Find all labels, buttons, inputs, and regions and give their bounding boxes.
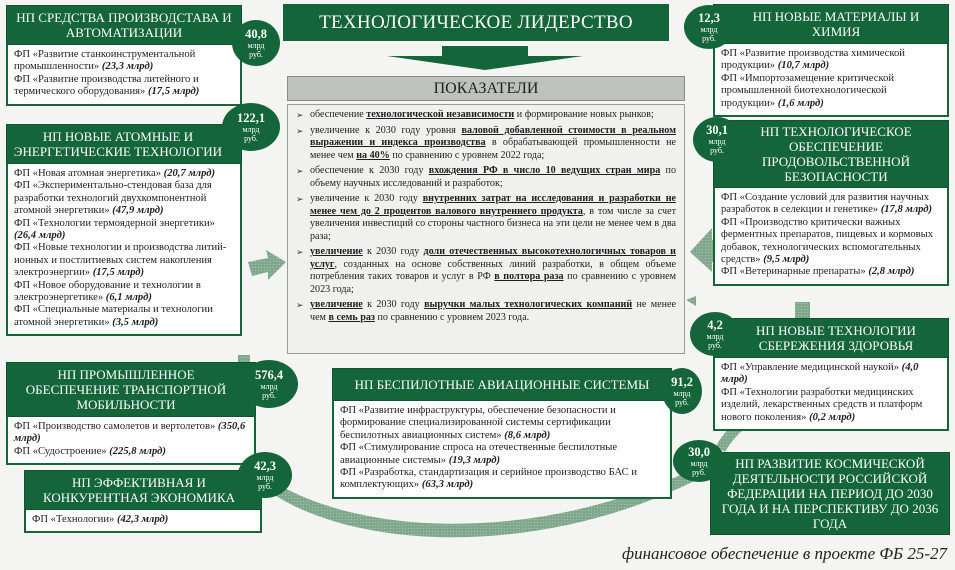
program-name: ФП «Новые технологии и производства литий-ионных и постлитиевых систем накопления электроэнергии» [14, 242, 227, 279]
program-list [6, 45, 242, 106]
program-name: ФП «Управление медицинской наукой» [721, 362, 900, 373]
program-name: ФП «Новое оборудование и технологии в электроэнергетике» [14, 279, 201, 304]
indicator-emphasis: внутренних затрат на исследования и разработки не менее чем до 2 процентов валового внутреннего продукта [310, 193, 676, 217]
project-economy [24, 470, 262, 533]
program-name: ФП «Технологии» [32, 514, 115, 525]
program-name: ФП «Развитие станкоинструментальной промышленности» [14, 49, 196, 73]
indicator-emphasis: вхождения РФ в число 10 ведущих стран мира [428, 165, 661, 176]
program-amount: (6,1 млрд) [105, 292, 152, 304]
indicator-emphasis: увеличение [310, 246, 363, 257]
program-item [340, 442, 664, 467]
indicator-item [296, 246, 676, 296]
program-amount: (63,3 млрд) [421, 479, 474, 491]
program-name: ФП «Создание условий для развития научных разработок в селекции и генетике» [721, 192, 930, 216]
program-item [14, 180, 234, 217]
program-name: ФП «Судостроение» [14, 445, 107, 457]
program-amount: (225,8 млрд) [109, 445, 166, 457]
page-title: ТЕХНОЛОГИЧЕСКОЕ ЛИДЕРСТВО [283, 4, 669, 41]
budget-badge: 30,1 млрд руб. [693, 117, 741, 162]
indicator-text: по сравнению с уровнем 2022 года; [389, 149, 545, 161]
program-item [14, 280, 234, 305]
indicator-text: по объему научных исследований и разработок; [310, 165, 676, 189]
budget-badge: 122,1 млрд руб. [222, 103, 280, 151]
project-transport [6, 362, 256, 465]
project-title: НП РАЗВИТИЕ КОСМИЧЕСКОЙ ДЕЯТЕЛЬНОСТИ РОССИЙСКОЙ ФЕДЕРАЦИИ НА ПЕРИОД ДО 2030 ГОДА И НА ПЕРСПЕКТИВУ ДО 2036 ГОДА [710, 452, 950, 535]
program-name: ФП «Производство самолетов и вертолетов» [14, 421, 216, 432]
project-sredstva [6, 5, 242, 106]
project-bas [332, 368, 672, 499]
indicator-emphasis: увеличение [310, 299, 363, 310]
program-amount: (3,5 млрд) [112, 316, 159, 328]
program-item [14, 421, 248, 446]
program-amount: (17,5 млрд) [147, 86, 200, 98]
program-item [14, 218, 234, 243]
program-list [713, 358, 949, 431]
budget-badge: 4,2 млрд руб. [690, 312, 740, 356]
indicator-item [296, 165, 676, 190]
program-amount: (10,7 млрд) [777, 60, 830, 72]
project-space [710, 452, 950, 535]
program-amount: (0,2 млрд) [809, 411, 856, 423]
project-health [713, 318, 949, 431]
funding-caption: финансовое обеспечение в проекте ФБ 25-27 [622, 544, 947, 563]
program-name: ФП «Новая атомная энергетика» [14, 168, 162, 179]
program-item [721, 362, 941, 387]
program-name: ФП «Развитие производства химической продукции» [721, 48, 905, 72]
indicator-emphasis: выручки малых технологических компаний [424, 299, 633, 310]
indicator-text: обеспечение [310, 109, 367, 120]
program-name: ФП «Технологии разработки медицинских изделий, лекарственных средств и платформ нового поколения» [721, 386, 923, 423]
indicator-text: в обрабатывающей промышленности не менее чем [310, 137, 677, 161]
indicator-item [296, 193, 676, 243]
indicators-list [296, 109, 676, 324]
program-item [14, 446, 248, 458]
project-atom [6, 124, 242, 336]
indicator-text: не менее чем [310, 299, 676, 323]
indicator-text: по сравнению с уровнем 2023 года; [310, 271, 677, 295]
program-amount: (23,3 млрд) [101, 61, 154, 73]
project-title: НП ТЕХНОЛОГИЧЕСКОЕ ОБЕСПЕЧЕНИЕ ПРОДОВОЛЬСТВЕННОЙ БЕЗОПАСНОСТИ [713, 120, 949, 188]
budget-badge: 91,2 млрд руб. [662, 368, 702, 414]
indicator-emphasis: валовой добавленной стоимости в реальном выражении и индекса производства [310, 124, 676, 148]
budget-badge: 30,0 млрд руб. [673, 440, 725, 482]
project-title: НП ПРОМЫШЛЕННОЕ ОБЕСПЕЧЕНИЕ ТРАНСПОРТНОЙ МОБИЛЬНОСТИ [6, 362, 256, 417]
program-name: ФП «Экспериментально-стендовая база для разработки технологий двухкомпонентной атомной энергетики» [14, 180, 212, 217]
program-item [32, 514, 254, 526]
program-name: ФП «Развитие инфраструктуры, обеспечение безопасности и формирование специализированной системы сертификации беспилотных авиационных систем» [340, 405, 616, 441]
program-item [14, 49, 226, 74]
program-amount: (8,6 млрд) [504, 429, 551, 441]
program-list [24, 510, 262, 533]
program-amount: (19,3 млрд) [448, 454, 501, 466]
indicator-item [296, 299, 676, 324]
program-item [14, 74, 226, 99]
program-name: ФП «Производство критически важных ферментных препаратов, пищевых и кормовых добавок, технологических вспомогательных средств» [721, 216, 934, 266]
program-name: ФП «Разработка, стандартизация и серийное производство БАС и комплектующих» [340, 467, 638, 491]
program-amount: (20,7 млрд) [163, 168, 216, 179]
program-list [332, 401, 672, 499]
project-title: НП НОВЫЕ МАТЕРИАЛЫ И ХИМИЯ [713, 4, 949, 44]
budget-badge: 40,8 млрд руб. [232, 20, 280, 66]
indicator-item [296, 125, 676, 163]
indicators-panel [287, 104, 685, 354]
program-item [340, 467, 664, 492]
indicator-text: к 2030 году [362, 246, 424, 257]
down-arrow-icon [387, 46, 583, 70]
indicators-header: ПОКАЗАТЕЛИ [287, 76, 685, 101]
program-amount: (17,5 млрд) [92, 267, 145, 279]
program-name: ФП «Стимулирование спроса на отечественные беспилотные авиационные системы» [340, 442, 618, 466]
project-title: НП НОВЫЕ ТЕХНОЛОГИИ СБЕРЕЖЕНИЯ ЗДОРОВЬЯ [713, 318, 949, 358]
program-item [721, 217, 941, 267]
program-name: ФП «Технологии термоядерной энергетики» [14, 217, 215, 229]
program-list [713, 188, 949, 286]
program-amount: (2,8 млрд) [868, 266, 915, 278]
project-materials [713, 4, 949, 117]
program-amount: (350,6 млрд) [14, 421, 246, 445]
program-amount: (42,3 млрд) [116, 514, 169, 525]
program-item [14, 242, 234, 279]
program-item [14, 168, 234, 180]
indicator-text: обеспечение к 2030 году [310, 165, 429, 176]
program-name: ФП «Специальные материалы и технологии атомной энергетики» [14, 304, 213, 328]
indicator-text: увеличение к 2030 году [310, 193, 423, 204]
program-list [713, 44, 949, 117]
budget-badge: 42,3 млрд руб. [238, 452, 292, 498]
indicator-item [296, 109, 676, 122]
program-name: ФП «Развитие производства литейного и термического оборудования» [14, 73, 199, 98]
budget-badge: 576,4 млрд руб. [240, 360, 298, 408]
program-list [6, 417, 256, 465]
project-title: НП ЭФФЕКТИВНАЯ И КОНКУРЕНТНАЯ ЭКОНОМИКА [24, 470, 262, 510]
program-name: ФП «Импортозамещение критической промышленной биотехнологической продукции» [721, 72, 895, 109]
indicator-emphasis: технологической независимости [366, 109, 515, 120]
indicator-emphasis: в семь раз [328, 311, 375, 323]
indicator-text: и формирование новых рынков; [514, 109, 654, 120]
program-item [721, 73, 941, 110]
program-item [340, 405, 664, 442]
program-item [721, 48, 941, 73]
program-item [721, 266, 941, 278]
budget-badge: 12,3 млрд руб. [684, 5, 734, 49]
indicator-text: , в том числе за счет увеличения инвестиций со стороны частного бизнеса на эти цели не менее чем в два раза; [310, 205, 676, 242]
program-item [721, 192, 941, 217]
project-title: НП НОВЫЕ АТОМНЫЕ И ЭНЕРГЕТИЧЕСКИЕ ТЕХНОЛОГИИ [6, 124, 242, 164]
program-amount: (47,9 млрд) [112, 205, 164, 217]
program-amount: (17,8 млрд) [880, 204, 933, 216]
indicator-text: , созданных на основе собственных линий разработки, в общем объеме потребления таких товаров и услуг в РФ [310, 258, 676, 282]
project-food [713, 120, 949, 286]
program-list [6, 164, 242, 336]
indicator-emphasis: в полтора раза [494, 271, 564, 282]
indicator-emphasis: на 40% [356, 149, 390, 161]
program-name: ФП «Ветеринарные препараты» [721, 266, 866, 278]
project-title: НП СРЕДСТВА ПРОИЗВОДСТАВА И АВТОМАТИЗАЦИИ [6, 5, 242, 45]
indicator-emphasis: доли отечественных высокотехнологичных товаров и услуг [310, 246, 676, 270]
program-item [721, 387, 941, 424]
program-amount: (1,6 млрд) [777, 97, 824, 109]
indicator-text: увеличение к 2030 году уровня [310, 124, 462, 136]
project-title: НП БЕСПИЛОТНЫЕ АВИАЦИОННЫЕ СИСТЕМЫ [332, 368, 672, 401]
program-amount: (9,5 млрд) [763, 254, 810, 266]
indicator-text: по сравнению с уровнем 2023 года. [374, 311, 530, 323]
indicator-text: к 2030 году [362, 299, 425, 310]
program-amount: (26,4 млрд) [14, 230, 66, 242]
program-amount: (4,0 млрд) [721, 362, 919, 386]
program-item [14, 304, 234, 329]
